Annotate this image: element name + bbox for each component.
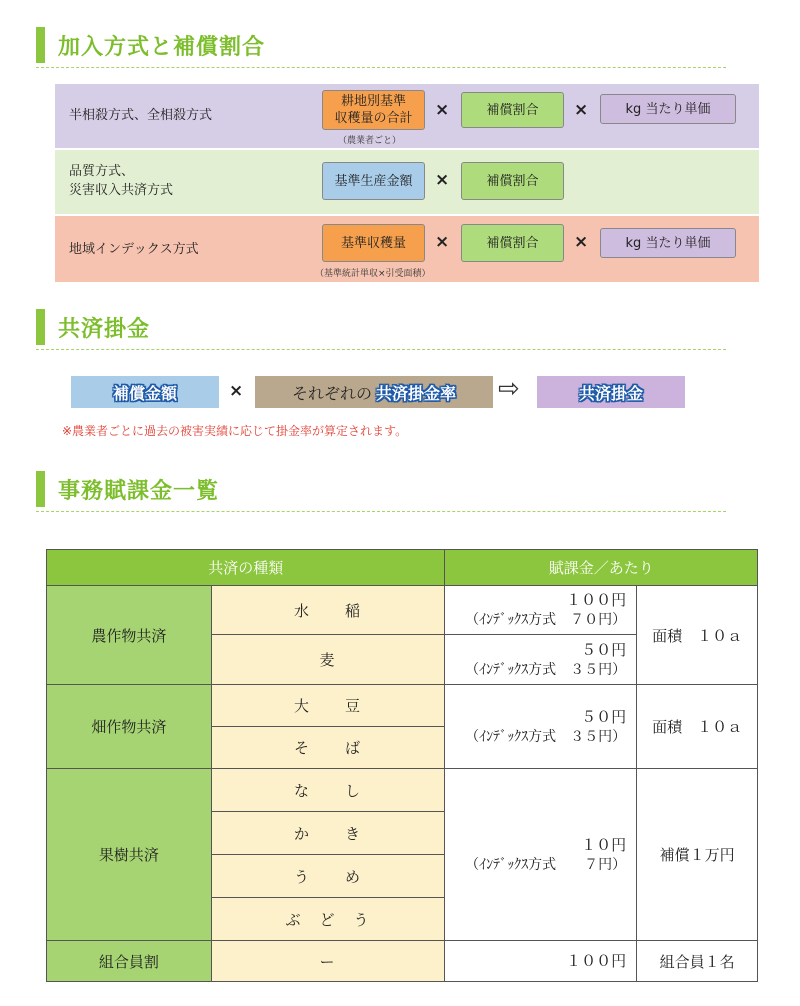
- times-sign: ×: [435, 232, 450, 252]
- unit-cell: 補償１万円: [637, 769, 758, 941]
- section-bar: [36, 27, 45, 63]
- item-cell: ー: [211, 941, 445, 982]
- fee-cell: １００円: [445, 941, 637, 982]
- table-header-row: [47, 550, 758, 586]
- table-header-fee: 賦課金／あたり: [445, 550, 758, 586]
- formula-box-unit-price: kg 当たり単価: [600, 94, 736, 124]
- premium-rate-strong: 共済掛金率: [376, 383, 457, 403]
- arrow-right-icon: ⇨: [498, 374, 520, 404]
- premium-box-compensation: 補償金額: [71, 376, 219, 408]
- formula-row-3: [55, 216, 759, 282]
- section-bar: [36, 309, 45, 345]
- section-title: 事務賦課金一覧: [58, 479, 220, 504]
- table-header-type: 共済の種類: [47, 550, 445, 586]
- fee-index-value: （ｲﾝﾃﾞｯｸｽ方式 ７円）: [465, 856, 627, 873]
- formula-box-ratio: 補償割合: [461, 224, 564, 262]
- formula-box-unit-price: kg 当たり単価: [600, 228, 736, 258]
- unit-cell: 面積 １０ａ: [637, 685, 758, 769]
- section-header-premium: [36, 309, 726, 349]
- section-rule: [36, 511, 726, 512]
- category-cell: 組合員割: [47, 941, 212, 982]
- category-cell: 農作物共済: [47, 586, 212, 685]
- fee-value: １００円: [566, 591, 627, 609]
- table-row: [47, 685, 758, 727]
- premium-note: ※農業者ごとに過去の被害実績に応じて掛金率が算定されます。: [62, 424, 408, 438]
- unit-cell: 面積 １０ａ: [637, 586, 758, 685]
- fee-cell: [445, 635, 637, 685]
- formula-box-base-amount: 基準生産金額: [322, 162, 425, 200]
- times-sign: ×: [574, 232, 589, 252]
- section-rule: [36, 67, 726, 68]
- premium-rate-prefix: それぞれの: [291, 383, 372, 403]
- formula-label: 半相殺方式、全相殺方式: [69, 108, 213, 123]
- formula-note: （農業者ごと）: [338, 136, 402, 146]
- formula-note: （基準統計単収×引受面積）: [315, 269, 431, 279]
- item-cell: 水 稲: [211, 586, 445, 635]
- unit-cell: 組合員１名: [637, 941, 758, 982]
- times-sign: ×: [435, 100, 450, 120]
- fee-value: １０円: [581, 835, 627, 854]
- item-cell: う め: [211, 855, 445, 898]
- fee-value: ５０円: [581, 640, 627, 659]
- item-cell: そ ば: [211, 727, 445, 769]
- item-cell: か き: [211, 812, 445, 855]
- fee-table: [46, 549, 758, 982]
- section-title: 加入方式と補償割合: [58, 35, 266, 60]
- item-cell: ぶ ど う: [211, 898, 445, 941]
- fee-cell: [445, 769, 637, 941]
- times-sign: ×: [435, 170, 450, 190]
- section-header-join: [36, 27, 726, 67]
- fee-value: ５０円: [581, 707, 627, 726]
- premium-box-rate: [255, 376, 493, 408]
- formula-row-1: [55, 84, 759, 148]
- formula-box-base-yield: 基準収穫量: [322, 224, 425, 262]
- fee-cell: [445, 685, 637, 769]
- formula-row-2: [55, 150, 759, 214]
- item-cell: 麦: [211, 635, 445, 685]
- fee-index-value: （ｲﾝﾃﾞｯｸｽ方式 ３５円）: [465, 728, 627, 745]
- formula-box-ratio: 補償割合: [461, 162, 564, 200]
- table-row: [47, 941, 758, 982]
- section-rule: [36, 349, 726, 350]
- formula-box-ratio: 補償割合: [461, 92, 564, 128]
- fee-index-value: （ｲﾝﾃﾞｯｸｽ方式 ７０円）: [465, 612, 627, 628]
- section-bar: [36, 471, 45, 507]
- table-row: [47, 586, 758, 635]
- times-sign: ×: [229, 381, 244, 401]
- formula-label: 品質方式、 災害収入共済方式: [69, 164, 174, 198]
- premium-box-result: 共済掛金: [537, 376, 685, 408]
- fee-cell: [445, 586, 637, 635]
- item-cell: 大 豆: [211, 685, 445, 727]
- section-title: 共済掛金: [58, 317, 151, 342]
- formula-box-base-yield: 耕地別基準 収穫量の合計: [322, 90, 425, 130]
- category-cell: 畑作物共済: [47, 685, 212, 769]
- formula-label: 地域インデックス方式: [69, 242, 199, 257]
- times-sign: ×: [574, 100, 589, 120]
- category-cell: 果樹共済: [47, 769, 212, 941]
- table-row: [47, 769, 758, 812]
- fee-index-value: （ｲﾝﾃﾞｯｸｽ方式 ３５円）: [465, 661, 627, 678]
- section-header-fee-list: [36, 471, 726, 511]
- item-cell: な し: [211, 769, 445, 812]
